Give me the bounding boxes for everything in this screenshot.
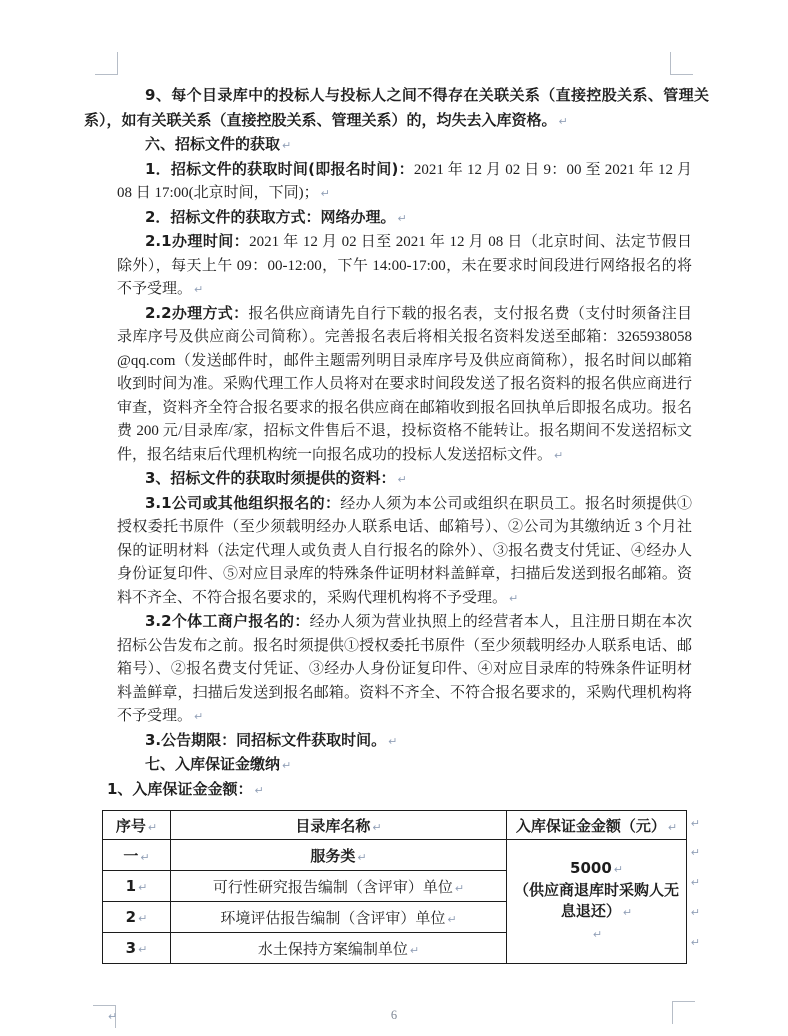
page-number: 6 <box>390 1008 398 1022</box>
paragraph-text: 经办人须为本公司或组织在职员工。报名时须提供①授权委托书原件（至少须载明经办人联系电话、邮箱号）、②公司为其缴纳近 3 个月社保的证明材料（法定代理人或负责人自行报名的除外）、③报名费支付凭证、④经办人身份证复印件、⑤对应目录库的特殊条件证明材料盖鲜章，扫描后发送到报名邮箱。资料不齐全、不符合报名要求的，采购代理机构将不予受理。 <box>117 495 692 606</box>
return-mark-icon: ↵ <box>447 912 457 926</box>
serial-cell: 一 ↵ <box>103 840 171 871</box>
return-mark-icon: ↵ <box>690 936 700 949</box>
serial-cell: 2 ↵ <box>103 902 171 933</box>
return-mark-icon: ↵ <box>108 1010 118 1023</box>
return-mark-icon: ↵ <box>138 881 148 894</box>
return-mark-icon: ↵ <box>409 943 420 957</box>
deposit-table-wrap <box>102 810 700 964</box>
item-1-obtain-time-paragraph <box>117 158 692 206</box>
return-mark-icon: ↵ <box>138 943 148 956</box>
table-header-row <box>103 811 687 840</box>
return-mark-icon: ↵ <box>147 820 158 834</box>
section-6-heading <box>117 133 692 158</box>
deposit-refund-note: （供应商退库时采购人无息退还） ↵ <box>513 881 679 920</box>
header-deposit-amount: 入库保证金金额（元） ↵ <box>507 811 687 840</box>
item-3-1-company-signup-paragraph <box>117 492 692 611</box>
return-mark-icon: ↵ <box>397 473 407 486</box>
return-mark-icon: ↵ <box>509 591 519 605</box>
paragraph-text: 经办人须为营业执照上的经营者本人，且注册日期在本次招标公告发布之前。报名时须提供①授权委托书原件（至少须载明经办人联系电话、邮箱号）、②报名费支付凭证、③经办人身份证复印件、④对应目录库的特殊条件证明材料盖鲜章，扫描后发送到报名邮箱。资料不齐全、不符合报名要求的，采购代理机构将不予受理。 <box>117 614 692 724</box>
return-mark-icon: ↵ <box>282 139 292 152</box>
text-boundary-top-right-icon <box>670 52 693 75</box>
return-mark-icon: ↵ <box>372 820 382 834</box>
paragraph-lead: 1．招标文件的获取时间(即报名时间)： <box>145 159 414 178</box>
return-mark-icon: ↵ <box>138 912 148 925</box>
catalog-cell: 环境评估报告编制（含评审）单位 ↵ <box>171 902 507 933</box>
item-2-1-handle-time-paragraph <box>117 230 692 302</box>
return-mark-icon: ↵ <box>622 906 633 919</box>
return-mark-icon: ↵ <box>690 906 700 919</box>
return-mark-icon: ↵ <box>592 928 603 941</box>
empty-line <box>507 923 686 945</box>
return-mark-icon: ↵ <box>690 817 700 830</box>
paragraph-lead: 七、入库保证金缴纳 <box>145 755 281 773</box>
return-mark-icon: ↵ <box>357 850 367 864</box>
return-mark-icon: ↵ <box>282 759 292 772</box>
return-mark-icon: ↵ <box>194 710 204 723</box>
return-mark-icon: ↵ <box>388 734 398 748</box>
paragraph-lead: 1、入库保证金金额： <box>107 779 253 798</box>
deposit-table <box>102 810 687 964</box>
deposit-amount-value: 5000 ↵ <box>570 859 623 877</box>
return-mark-icon: ↵ <box>254 783 264 797</box>
item-3-required-materials-heading <box>117 467 692 492</box>
catalog-cell: 水土保持方案编制单位 ↵ <box>171 933 507 964</box>
paragraph-lead: 3.2个体工商户报名的： <box>145 612 310 630</box>
paragraph-lead: 3、招标文件的获取时须提供的资料： <box>145 469 396 487</box>
return-mark-icon: ↵ <box>194 283 204 296</box>
catalog-cell: 可行性研究报告编制（含评审）单位 ↵ <box>171 871 507 902</box>
header-serial-number: 序号 ↵ <box>103 811 171 840</box>
return-mark-icon: ↵ <box>397 211 407 225</box>
deposit-amount-cell <box>507 840 687 964</box>
return-mark-icon: ↵ <box>558 114 568 128</box>
return-mark-icon: ↵ <box>690 846 700 859</box>
catalog-cell: 服务类 ↵ <box>171 840 507 871</box>
section-7-heading <box>117 753 692 778</box>
paragraph-lead: 2.1办理时间： <box>145 232 250 250</box>
paragraph-lead: 六、招标文件的获取 <box>145 135 281 153</box>
table-row <box>103 840 687 871</box>
deposit-amount-heading <box>107 778 692 803</box>
header-catalog-name: 目录库名称 ↵ <box>171 811 507 840</box>
item-2-obtain-method-paragraph <box>117 206 692 231</box>
item-2-2-handle-method-paragraph <box>117 302 692 468</box>
paragraph-text: 2021 年 12 月 02 日至 2021 年 12 月 08 日（北京时间、法定节假日除外），每天上午 09：00-12:00，下午 14:00-17:00，未在要求时间段进行网络报名的将不予受理。 <box>117 234 692 297</box>
item-3-announcement-period-paragraph <box>117 729 692 754</box>
serial-cell: 1 ↵ <box>103 871 171 902</box>
paragraph-lead: 2．招标文件的获取方式：网络办理。 <box>145 207 396 226</box>
return-mark-icon: ↵ <box>140 850 150 864</box>
item-3-2-individual-signup-paragraph <box>117 610 692 729</box>
return-mark-icon: ↵ <box>320 187 330 200</box>
paragraph-lead: 3.公告期限：同招标文件获取时间。 <box>145 730 387 749</box>
return-mark-icon: ↵ <box>667 820 678 834</box>
paragraph-lead: 3.1公司或其他组织报名的： <box>145 493 341 512</box>
clause-9-paragraph <box>84 84 709 133</box>
return-mark-icon: ↵ <box>613 863 623 876</box>
paragraph-text: 报名供应商请先自行下载的报名表，支付报名费（支付时须备注目录库序号及供应商公司简称）。完善报名表后将相关报名资料发送至邮箱：3265938058 @qq.com（发送邮件时，邮件主题需列明目录库序号及供应商简称），报名时间以邮箱收到时间为准。采购代理工作人员将对在要求时间段发送了报名资料的报名供应商进行审查，资料齐全符合报名要求的报名供应商在邮箱收到报名回执单后即报名成功。报名费 200 元/目录库/家，招标文件售后不退，投标资格不能转让。报名期间不发送招标文件，报名结束后代理机构统一向报名成功的投标人发送招标文件。 <box>117 305 692 463</box>
return-mark-icon: ↵ <box>690 876 700 889</box>
paragraph-lead: 2.2办理方式： <box>145 303 249 322</box>
text-boundary-top-left-icon <box>95 52 118 75</box>
serial-cell: 3 ↵ <box>103 933 171 964</box>
document-body <box>84 84 709 964</box>
return-mark-icon: ↵ <box>554 448 564 462</box>
paragraph-lead: 9、每个目录库中的投标人与投标人之间不得存在关联关系（直接控股关系、管理关系），如有关联关系（直接控股关系、管理关系）的，均失去入库资格。 <box>84 86 709 129</box>
return-mark-icon: ↵ <box>454 881 465 895</box>
paragraph-text: 2021 年 12 月 02 日 9：00 至 2021 年 12 月 08 日 17:00(北京时间，下同)； <box>117 161 692 201</box>
